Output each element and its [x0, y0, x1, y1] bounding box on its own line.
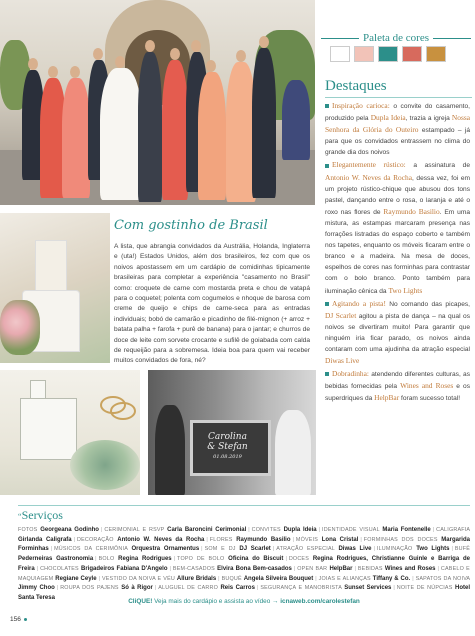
highlight-text: , dessa vez, foi em um projeto rústico-chique que abusou dos tons pastel, dançando entre o rosa, o laranja e até o roxo nas flores de: [325, 174, 470, 216]
credit-name: Dupla Ideia: [283, 527, 317, 533]
highlight-vendor: Diwas Live: [325, 356, 360, 366]
servicos-title: [18, 508, 63, 523]
credit-role: CHOCOLATES: [40, 565, 82, 572]
credit-role: SEGURANÇA E MANOBRISTA: [260, 585, 345, 592]
guest-figure: [282, 80, 310, 160]
credit-name: Só à Rigor: [121, 585, 153, 592]
credit-separator: |: [95, 556, 97, 563]
credit-role: ATRAÇÃO ESPECIAL: [276, 546, 339, 553]
head: [70, 66, 80, 78]
credit-separator: |: [50, 546, 53, 553]
highlight-text: agitou a pista de dança – na qual os noivos se divertiram muito! Para garantir que ninguém iria ficar parado, os noivos ainda contaram com uma ajudinha da atração especial: [325, 312, 470, 353]
credit-separator: |: [248, 527, 250, 533]
credit-role: BUQUÊ: [221, 575, 244, 582]
divider: [325, 97, 472, 98]
highlight-text: atendendo diferentes culturas, as bebidas fornecidas pela: [325, 371, 470, 391]
credit-name: Brigadeiros Fabiana D'Angelo: [81, 565, 168, 572]
credit-name: Georgeana Godinho: [40, 527, 99, 533]
credit-separator: |: [315, 575, 317, 582]
bride-figure: [100, 68, 142, 200]
flowers: [0, 300, 40, 355]
page-number: 156: [10, 616, 21, 623]
credit-role: TOPO DE BOLO: [177, 556, 229, 563]
destaques-column: [325, 100, 470, 405]
highlight-lead: Dobradinha:: [332, 369, 369, 379]
credit-name: Maria Fontenelle: [382, 527, 431, 533]
highlight-text: a assinatura de: [413, 162, 470, 170]
credit-role: CALIGRAFIA: [436, 527, 471, 533]
credit-separator: |: [354, 565, 356, 572]
head: [28, 58, 38, 70]
chalkboard-text: [195, 432, 260, 462]
credit-role: CABELO E MAQUIAGEM: [18, 565, 470, 582]
groom-figure: [155, 405, 185, 495]
highlight-vendor: Antonio W. Neves da Rocha: [325, 172, 412, 182]
credit-role: JOIAS E ALIANÇAS: [318, 575, 373, 582]
credit-role: VESTIDO DA NOIVA E VÉU: [101, 575, 177, 582]
credit-role: FORMINHAS DOS DOCES: [363, 536, 442, 543]
palette-title: Paleta de cores: [363, 32, 429, 44]
credit-separator: |: [206, 536, 208, 543]
highlight-text: foram sucesso total!: [401, 395, 461, 403]
credit-separator: |: [98, 575, 100, 582]
cake-topper: [35, 240, 67, 294]
bullet-icon: [325, 372, 329, 376]
credit-name: Carla Baroncini Cerimonial: [167, 527, 247, 533]
servicos-title-text: Serviços: [21, 508, 63, 522]
credit-separator: |: [56, 585, 59, 592]
credit-name: Orquestra Ornamentus: [131, 546, 200, 553]
clique-link[interactable]: icnaweb.com/carolestefan: [280, 598, 360, 605]
head: [236, 50, 246, 62]
credit-separator: |: [73, 536, 76, 543]
credit-role: SAPATOS DA NOIVA: [415, 575, 471, 582]
bridesmaid-figure: [162, 60, 188, 200]
credit-separator: |: [201, 546, 203, 553]
credit-separator: |: [285, 556, 287, 563]
head: [206, 60, 216, 72]
credit-separator: |: [218, 575, 220, 582]
highlight-lead: Agitando a pista!: [332, 298, 386, 308]
destaques-title: Destaques: [325, 78, 387, 94]
credit-separator: |: [100, 527, 103, 533]
credit-separator: |: [36, 565, 39, 572]
credit-name: Antonio W. Neves da Rocha: [117, 536, 205, 543]
credit-role: OPEN BAR: [297, 565, 330, 572]
credit-separator: |: [451, 546, 453, 553]
color-swatch: [330, 46, 350, 62]
head: [170, 48, 180, 60]
highlight-item: [325, 159, 470, 296]
credit-separator: |: [154, 585, 157, 592]
credit-name: Pederneiras Gastronomia: [18, 556, 94, 563]
highlight-item: [325, 100, 470, 158]
highlight-text: No comando das picapes,: [389, 300, 470, 308]
credit-name: Diwas Live: [338, 546, 372, 553]
credit-separator: |: [318, 527, 321, 533]
credit-role: DECORAÇÃO: [77, 536, 118, 543]
credit-role: MÚSICOS DA CERIMÔNIA: [54, 546, 132, 553]
credit-name: Allure Bridals: [176, 575, 217, 582]
credit-name: Regiane Ceyle: [55, 575, 97, 582]
bride-figure: [275, 410, 311, 495]
head: [145, 40, 155, 52]
credit-name: HelpBar: [329, 565, 353, 572]
credit-role: MÓVEIS: [295, 536, 322, 543]
bullet-icon: [325, 104, 329, 108]
color-swatch: [426, 46, 446, 62]
credit-name: Oficina do Biscuit: [228, 556, 284, 563]
credit-role: BEM-CASADOS: [172, 565, 218, 572]
head: [259, 36, 269, 48]
bullet-icon: [325, 302, 329, 306]
color-palette: [330, 46, 446, 62]
credit-role: DOCES: [288, 556, 313, 563]
page-folio: [10, 616, 27, 623]
foliage: [70, 440, 140, 490]
highlight-lead: Inspiração carioca:: [332, 101, 390, 110]
highlight-text: estampado – já para que os convidados entrassem no clima do grande dia dos noivos: [325, 127, 470, 157]
credit-role: SOM E DJ: [204, 546, 240, 553]
credit-name: Girlanda Caligrafa: [18, 536, 72, 543]
credit-role: ILUMINAÇÃO: [376, 546, 417, 553]
credit-name: Hotel Santa Teresa: [18, 585, 470, 601]
color-swatch: [354, 46, 374, 62]
credit-separator: |: [432, 527, 435, 533]
highlight-text: . Em uma mistura, as estampas marcaram presença nas forrações listradas do espaço coberto e também nos tapetes, enquanto os móveis ficaram entre o branco e a madeira. Na mesa de doces, espelhos de cores nas forminhas para contrastar com o bolo branco. Ponto também para iluminação cênica da: [325, 208, 470, 295]
credit-separator: |: [292, 536, 294, 543]
credit-separator: |: [437, 565, 439, 572]
highlight-vendor: Raymundo Basilio: [383, 206, 440, 216]
credit-role: CONVITES: [251, 527, 284, 533]
highlight-vendor: Nossa Senhora da Glória do Outeiro: [325, 113, 470, 135]
gostinho-title: Com gostinho de Brasil: [114, 218, 268, 233]
ring-icon: [110, 402, 136, 420]
credit-separator: |: [373, 546, 375, 553]
groomsman-figure: [252, 48, 276, 198]
folio-dot-icon: [24, 618, 27, 621]
head: [191, 40, 201, 52]
highlight-item: [325, 298, 470, 368]
credit-name: DJ Scarlet: [239, 546, 271, 553]
divider: [18, 505, 470, 506]
groom-figure: [138, 52, 162, 202]
highlight-text: , trazia a igreja: [405, 115, 450, 123]
credit-separator: |: [393, 585, 395, 592]
credit-name: Two Lights: [416, 546, 450, 553]
highlight-item: [325, 368, 470, 404]
highlight-text: o convite do casamento, produzido pela: [325, 103, 470, 123]
clique-callout: [18, 598, 470, 605]
chalk-date: 01.08.2019: [213, 454, 242, 460]
head: [48, 66, 58, 78]
credit-name: Lona Cristal: [321, 536, 359, 543]
credit-role: FOTOS: [18, 527, 41, 533]
highlight-vendor: HelpBar: [374, 393, 400, 403]
palette-header: [321, 32, 471, 44]
credit-name: Reis Carros: [220, 585, 255, 592]
church-illustration: [20, 398, 77, 460]
head: [93, 48, 103, 60]
bullet-icon: [325, 164, 329, 168]
credit-name: Jimmy Choo: [18, 585, 55, 592]
highlight-vendor: Wines and Roses: [400, 381, 454, 391]
credit-name: Margarida Forminhas: [18, 536, 470, 553]
highlight-vendor: DJ Scarlet: [325, 310, 357, 320]
divider: [433, 38, 471, 39]
credit-name: Angela Silveira Bouquet: [243, 575, 314, 582]
head: [115, 56, 125, 68]
credit-name: Tiffany & Co.: [372, 575, 411, 582]
credit-role: CERIMONIAL E RSVP: [104, 527, 168, 533]
credits-list: [18, 526, 470, 604]
color-swatch: [378, 46, 398, 62]
credit-role: FLORES: [209, 536, 237, 543]
credit-name: Regina Rodrigues, Christianne Guinle e Barriga de Freira: [18, 556, 470, 572]
credit-separator: |: [412, 575, 414, 582]
credit-role: ROUPA DOS PAJENS: [60, 585, 122, 592]
highlight-vendor: Two Lights: [388, 285, 423, 295]
credit-separator: |: [256, 585, 259, 592]
credit-role: ALUGUEL DE CARRO: [158, 585, 221, 592]
chalk-line: Carolina: [208, 432, 247, 442]
credit-separator: |: [272, 546, 275, 553]
credit-name: Sunset Services: [344, 585, 392, 592]
highlight-text: e os superdriques da: [325, 383, 470, 403]
bridesmaid-figure: [198, 72, 226, 200]
color-swatch: [402, 46, 422, 62]
credit-name: Elvira Bona Bem-casados: [217, 565, 292, 572]
credit-name: Raymundo Basilio: [236, 536, 291, 543]
divider: [321, 38, 359, 39]
credit-role: IDENTIDADE VISUAL: [322, 527, 383, 533]
main-wedding-photo: [0, 0, 315, 205]
chalk-line: & Stefan: [207, 442, 248, 452]
credit-role: BUFÊ: [454, 546, 471, 553]
highlight-lead: Elegantemente rústico:: [332, 160, 406, 170]
credit-role: BEBIDAS: [357, 565, 385, 572]
credit-separator: |: [360, 536, 362, 543]
clique-label: CliQUE!: [128, 598, 153, 605]
credit-separator: |: [293, 565, 296, 572]
quote-mark-icon: “: [18, 512, 22, 521]
credit-name: Wines and Roses: [384, 565, 436, 572]
credit-role: NOITE DE NÚPCIAS: [396, 585, 455, 592]
clique-text: Veja mais do cardápio e assista ao vídeo →: [154, 598, 279, 605]
bridesmaid-figure: [62, 78, 90, 198]
credit-separator: |: [169, 565, 171, 572]
credit-separator: |: [173, 556, 176, 563]
credit-name: Regina Rodrigues: [118, 556, 172, 563]
credit-role: BOLO: [98, 556, 119, 563]
gostinho-body: A lista, que abrangia convidados da Austrália, Holanda, Inglaterra e (uta!) Estados Unidos, além dos brasileiros, fez com que os noivos apostassem em um cardápio de comidinhas tipicamente brasileiras para completar a experiência "casamento no Brasil" como: croquete de carne com mostarda preta e chou de vatapá para o coquetel; polenta com cogumelos e nhoque de barosa com creme de queijo e chips de carne-seca para as entradas individuais; bobó de camarão e picadinho de filé-mignon (+ arroz + batata palha + farofa + purê de banana) para o jantar; e churros de doce de leite com sorvete crocante e sufilê de goiabada com calda de requeijão para a sobremesa. Ideia boa para quem vai receber muitos convidados de fora, né?: [114, 243, 310, 365]
highlight-vendor: Dupla Ideia: [370, 113, 406, 123]
